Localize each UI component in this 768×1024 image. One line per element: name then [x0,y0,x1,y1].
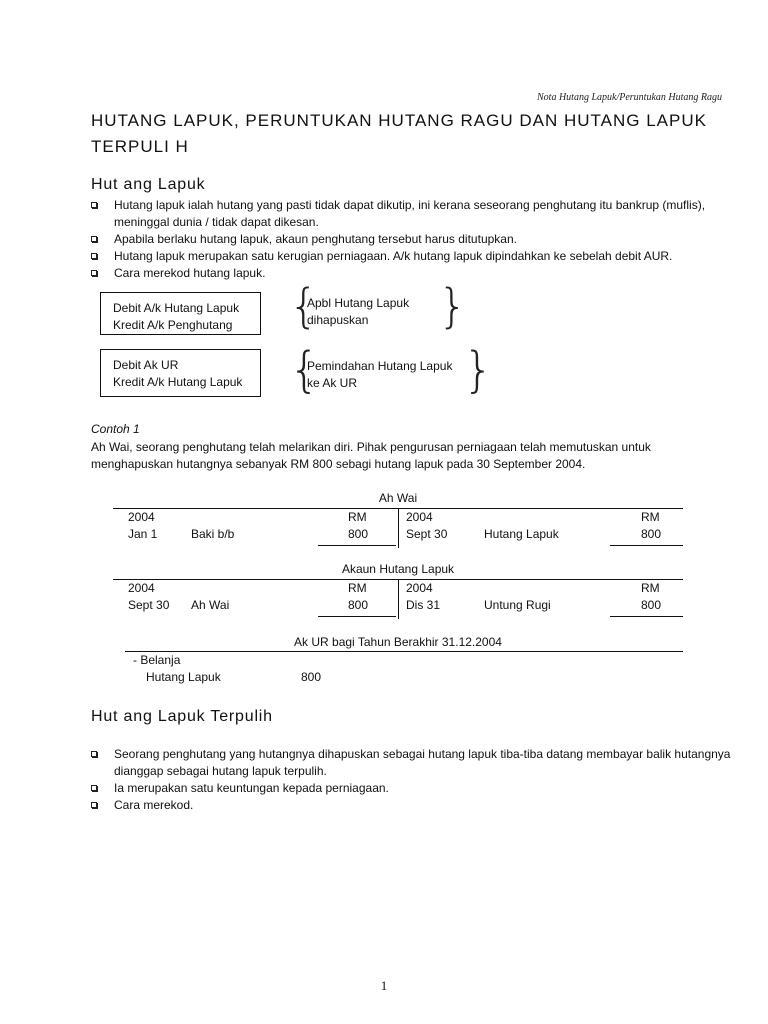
list-item-text: Apabila berlaku hutang lapuk, akaun penghutang tersebut harus ditutupkan. [114,232,517,246]
pl-line: Hutang Lapuk [146,670,221,684]
checkbox-bullet-icon [91,202,97,208]
ledger-credit-year: 2004 [406,510,433,524]
list-item-text: Cara merekod hutang lapuk. [114,266,266,280]
ledger-debit-date: Sept 30 [128,598,170,612]
list-item-text: Hutang lapuk ialah hutang yang pasti tidak dapat dikutip, ini kerana seseorang penghutang itu bankrup (muflis), meninggal dunia / tidak dapat dikesan. [114,198,706,229]
ledger-credit-date: Sept 30 [406,527,448,541]
page-title-line-1: HUTANG LAPUK, PERUNTUKAN HUTANG RAGU DAN HUTANG LAPUK [91,111,707,130]
ledger-debit-year: 2004 [128,581,155,595]
ledger-title: Ah Wai [378,491,418,505]
list-item [91,797,731,814]
page-number: 1 [380,978,388,993]
pl-title: Ak UR bagi Tahun Berakhir 31.12.2004 [294,635,502,649]
ledger-credit-currency: RM [641,581,660,595]
checkbox-bullet-icon [91,253,97,259]
list-item-text: Cara merekod. [114,798,194,812]
right-brace-icon: } [463,342,494,398]
list-item-text: Seorang penghutang yang hutangnya dihapuskan sebagai hutang lapuk tiba-tiba datang membayar balik hutangnya dianggap sebagai hutang lapuk terpulih. [114,747,731,778]
entry-note [307,295,409,329]
ledger-debit-amount: 800 [348,598,369,612]
entry-credit-line: Kredit A/k Penghutang [113,318,233,332]
example-paragraph [91,439,731,473]
ledger-debit-detail: Baki b/b [191,527,235,541]
bullet-list-hutang-lapuk-terpulih [91,746,731,814]
section-heading-hutang-lapuk-terpulih: Hut ang Lapuk Terpulih [91,708,273,725]
running-header: Nota Hutang Lapuk/Peruntukan Hutang Ragu [537,92,722,103]
entry-debit-line: Debit A/k Hutang Lapuk [113,301,240,315]
pl-line: - Belanja [133,653,181,667]
entry-note [307,358,452,392]
ledger-total-rule [610,616,683,617]
ledger-credit-amount: 800 [641,598,662,612]
checkbox-bullet-icon [91,751,97,757]
example-label: Contoh 1 [91,422,140,436]
ledger-total-rule [610,545,683,546]
ledger-debit-year: 2004 [128,510,155,524]
checkbox-bullet-icon [91,785,97,791]
list-item [91,780,731,797]
example-line: menghapuskan hutangnya sebanyak RM 800 sebagi hutang lapuk pada 30 September 2004. [91,457,586,471]
ledger-debit-date: Jan 1 [128,527,158,541]
list-item [91,231,731,248]
right-brace-icon: } [438,279,468,333]
ledger-debit-currency: RM [348,581,367,595]
list-item-text: Ia merupakan satu keuntungan kepada perniagaan. [114,781,389,795]
journal-entry-box [100,349,261,397]
ledger-credit-detail: Hutang Lapuk [484,527,559,541]
list-item [91,265,731,282]
ledger-center-rule [398,508,399,548]
left-brace-icon: { [289,279,319,333]
ledger-debit-amount: 800 [348,527,369,541]
pl-top-rule [125,651,683,652]
checkbox-bullet-icon [91,236,97,242]
entry-note-line: dihapuskan [307,313,369,327]
checkbox-bullet-icon [91,270,97,276]
ledger-debit-currency: RM [348,510,367,524]
ledger-total-rule [318,545,396,546]
entry-credit-line: Kredit A/k Hutang Lapuk [113,375,243,389]
ledger-credit-amount: 800 [641,527,662,541]
list-item [91,197,731,231]
bullet-list-hutang-lapuk [91,197,731,282]
list-item [91,746,731,780]
checkbox-bullet-icon [91,802,97,808]
ledger-credit-detail: Untung Rugi [484,598,551,612]
pl-amount: 800 [301,670,322,684]
entry-note-line: Pemindahan Hutang Lapuk [307,359,453,373]
list-item [91,248,731,265]
list-item-text: Hutang lapuk merupakan satu kerugian perniagaan. A/k hutang lapuk dipindahkan ke sebelah debit AUR. [114,249,673,263]
ledger-total-rule [318,616,396,617]
example-line: Ah Wai, seorang penghutang telah melarikan diri. Pihak pengurusan perniagaan telah memutuskan untuk [91,440,651,454]
entry-note-line: ke Ak UR [307,376,358,390]
ledger-credit-year: 2004 [406,581,433,595]
ledger-credit-date: Dis 31 [406,598,441,612]
journal-entry-box [100,292,261,335]
section-heading-hutang-lapuk: Hut ang Lapuk [91,176,206,193]
page-title-line-2: TERPULI H [91,137,189,156]
ledger-title: Akaun Hutang Lapuk [341,562,455,576]
ledger-center-rule [398,579,399,619]
page-title [91,108,731,160]
entry-debit-line: Debit Ak UR [113,358,179,372]
ledger-debit-detail: Ah Wai [191,598,230,612]
ledger-credit-currency: RM [641,510,660,524]
left-brace-icon: { [289,342,320,398]
entry-note-line: Apbl Hutang Lapuk [307,296,410,310]
